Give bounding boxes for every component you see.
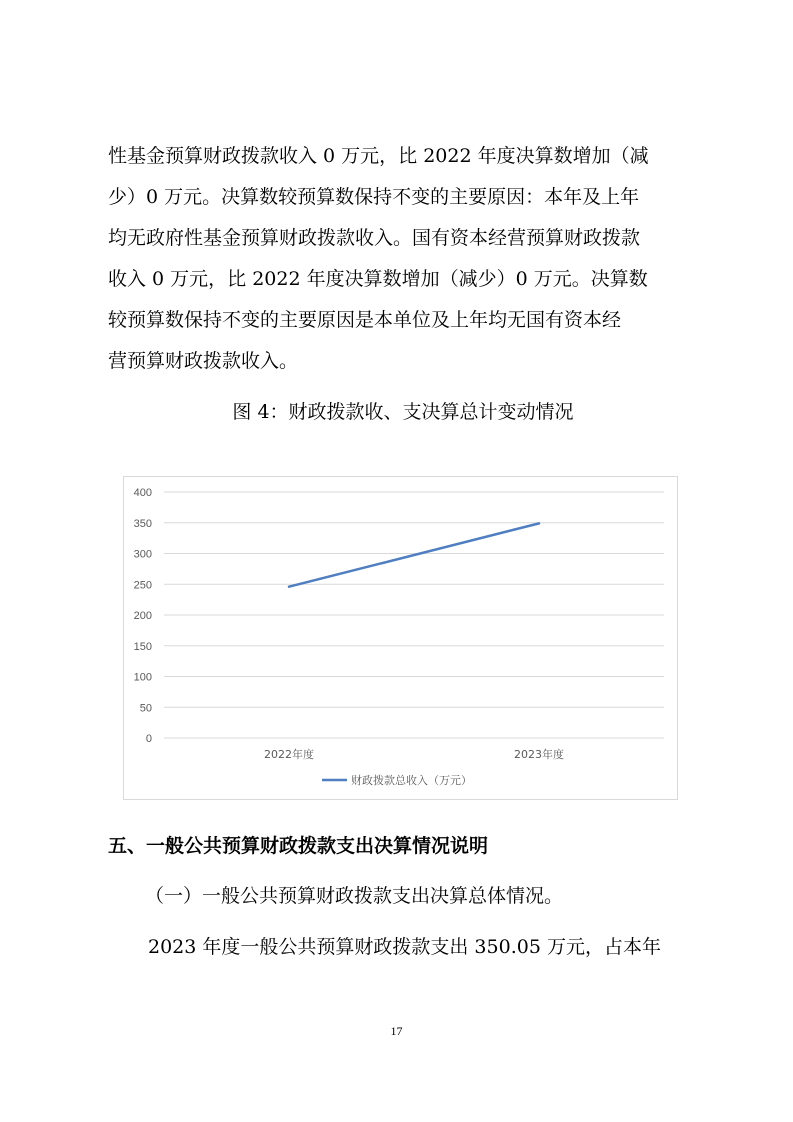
figure-caption: 图 4：财政拨款收、支决算总计变动情况	[232, 401, 574, 423]
line-chart	[123, 476, 678, 800]
paragraph-line: 收入 0 万元，比 2022 年度决算数增加（减少）0 万元。决算数	[108, 268, 648, 290]
paragraph-line: 营预算财政拨款收入。	[108, 350, 299, 372]
y-tick-label: 200	[133, 610, 152, 622]
x-tick-label: 2022年度	[264, 748, 314, 761]
legend-label: 财政拨款总收入（万元）	[351, 774, 472, 787]
y-tick-label: 0	[145, 733, 152, 745]
y-tick-label: 350	[133, 517, 152, 530]
paragraph-line: 均无政府性基金预算财政拨款收入。国有资本经营预算财政拨款	[108, 227, 641, 249]
paragraph-line: 较预算数保持不变的主要原因是本单位及上年均无国有资本经	[108, 309, 622, 331]
y-tick-label: 250	[133, 579, 152, 592]
body-paragraph	[108, 136, 698, 382]
section-heading: 五、一般公共预算财政拨款支出决算情况说明	[108, 835, 489, 857]
y-tick-label: 400	[133, 487, 152, 499]
paragraph-line: 性基金预算财政拨款收入 0 万元，比 2022 年度决算数增加（减	[108, 145, 649, 167]
series-line	[289, 523, 539, 586]
subsection-heading: （一）一般公共预算财政拨款支出决算总体情况。	[145, 885, 564, 907]
y-tick-label: 100	[133, 671, 152, 684]
y-tick-label: 50	[139, 702, 152, 715]
x-tick-label: 2023年度	[514, 748, 564, 761]
page-number: 17	[390, 1024, 403, 1038]
y-tick-label: 150	[133, 640, 152, 653]
y-tick-label: 300	[133, 548, 152, 561]
paragraph-line: 少）0 万元。决算数较预算数保持不变的主要原因：本年及上年	[108, 186, 640, 208]
chart-canvas	[124, 477, 677, 799]
body-line: 2023 年度一般公共预算财政拨款支出 350.05 万元，占本年	[148, 936, 661, 958]
